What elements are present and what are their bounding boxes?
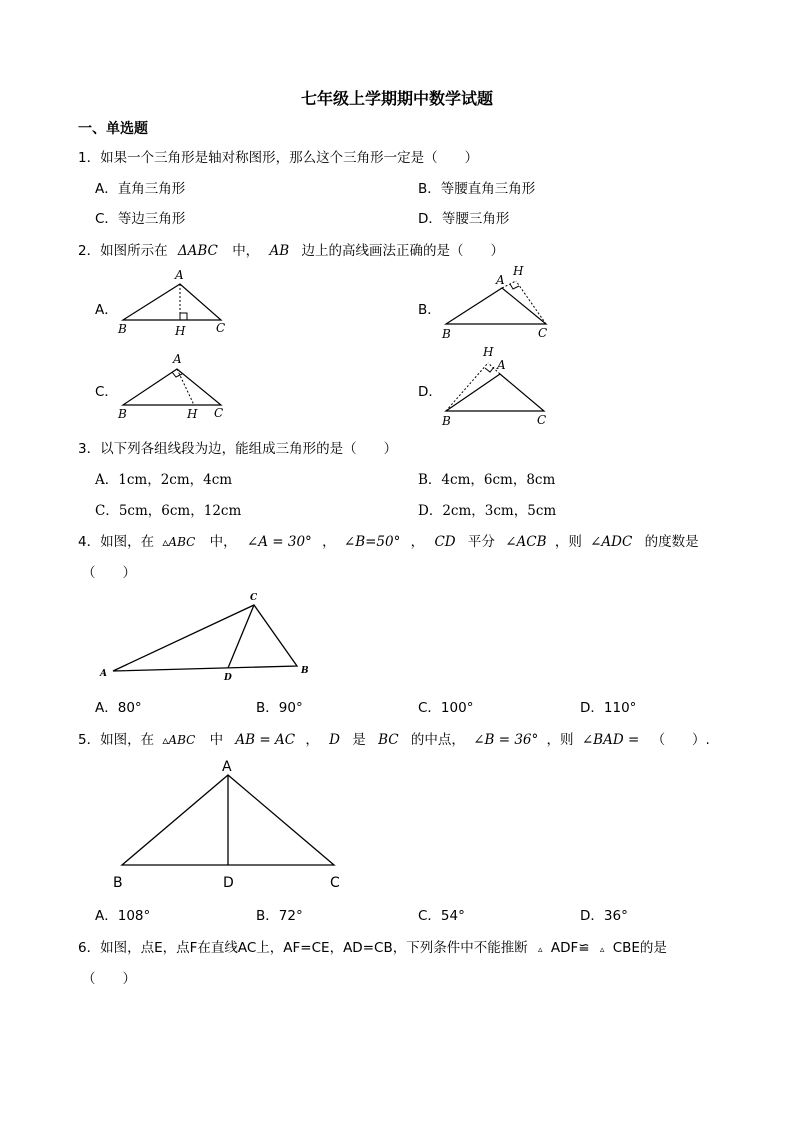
q6-cbe: CBE的是	[612, 940, 667, 956]
q4-angle-a: ∠A = 30°	[246, 534, 312, 550]
q4-acb: ∠ACB	[505, 534, 547, 550]
q2a-label-b: B	[118, 322, 127, 336]
q4-adc: ∠ADC	[590, 534, 633, 550]
q4-figure	[95, 590, 320, 685]
q4-suffix: 的度数是	[644, 534, 699, 550]
q6-adf: ADF≌	[550, 940, 590, 956]
q2-figure-c	[115, 350, 230, 425]
q5-figure	[105, 752, 355, 897]
q4-bisect: 平分	[467, 534, 495, 550]
q4-bisector-cd	[228, 605, 254, 668]
q3-option-a: A．1cm，2cm，4cm	[95, 472, 233, 488]
q3-option-d: D．2cm，3cm，5cm	[418, 503, 557, 519]
q1-option-b: B．等腰直角三角形	[418, 181, 536, 197]
q4-mid: 中，	[209, 534, 237, 550]
q4-label-a: A	[100, 669, 107, 679]
q5-bc: BC	[378, 732, 399, 748]
q4-label-c: C	[250, 593, 258, 603]
q5-bad: ∠BAD =	[581, 732, 640, 748]
q2-figure-d	[440, 343, 555, 428]
q4-option-a	[95, 696, 142, 716]
q5-option-a: A．108°	[95, 908, 151, 924]
question-4-text	[78, 530, 699, 550]
q2-option-a: A．	[95, 302, 118, 318]
q2a-label-a: A	[175, 268, 184, 282]
q5-label-b: B	[113, 875, 123, 891]
q2c-triangle	[123, 369, 221, 405]
section-heading: 一、单选题	[78, 121, 148, 137]
q2b-label-b: B	[442, 327, 451, 341]
q4-option-d	[580, 696, 636, 716]
question-2-text	[78, 239, 504, 259]
q2-triangle: ΔABC	[177, 243, 218, 259]
q4-triangle-shape	[113, 605, 297, 671]
q4-angle-b: ∠B=50°	[343, 534, 401, 550]
q2c-label-b: B	[118, 407, 127, 421]
q2c-label-c: C	[214, 406, 224, 420]
q2a-triangle	[123, 284, 221, 320]
q5-is: 是	[352, 732, 366, 748]
page-title: 七年级上学期期中数学试题	[300, 89, 493, 108]
q2a-label-h: H	[175, 324, 186, 338]
q2d-label-b: B	[442, 414, 451, 428]
q4-triangle: ▵ABC	[162, 535, 196, 549]
q1-option-a: A．直角三角形	[95, 181, 186, 197]
q5-mid: 中	[209, 732, 224, 748]
q4-comma2: ，	[410, 534, 425, 550]
q2c-label-h: H	[187, 407, 198, 421]
q6-line1: 6．如图，点E，点F在直线AC上，AF=CE，AD=CB，下列条件中不能推断	[78, 940, 528, 956]
q2-figure-b	[440, 264, 555, 344]
q1-option-c: C．等边三角形	[95, 211, 186, 227]
question-1-text: 1．如果一个三角形是轴对称图形，那么这个三角形一定是（ ）	[78, 150, 479, 166]
q2b-label-h: H	[513, 264, 524, 278]
q4-label-b: B	[301, 666, 309, 676]
q4-comma1: ，	[322, 534, 336, 550]
q3-option-b: B．4cm，6cm，8cm	[418, 472, 556, 488]
q2-option-c: C．	[95, 384, 118, 400]
question-5-text	[78, 728, 710, 748]
q2b-label-a: A	[496, 273, 505, 287]
q4-then: ，则	[554, 534, 582, 550]
q2-suffix: 边上的高线画法正确的是（ ）	[301, 243, 504, 259]
q5-midpoint: 的中点，	[410, 732, 465, 748]
q2d-triangle	[446, 374, 544, 411]
q2-option-d: D．	[418, 384, 442, 400]
q1-option-d: D．等腰三角形	[418, 211, 510, 227]
q4-option-d-text: D．110°	[580, 700, 637, 716]
q5-label-a: A	[222, 759, 232, 775]
question-6-text	[78, 936, 667, 956]
q4-label-d: D	[224, 673, 232, 683]
q4-option-a-text: A．80°	[95, 700, 142, 716]
q6-triangle-symbol-1: ▵	[538, 945, 543, 955]
q2-segment: AB	[269, 243, 290, 259]
q2d-label-c: C	[537, 413, 547, 427]
q4-option-b-text: B．90°	[256, 700, 303, 716]
q2-figure-a	[115, 268, 230, 338]
q6-triangle-symbol-2: ▵	[599, 945, 605, 955]
q4-option-b	[256, 696, 303, 716]
q2-option-b: B．	[418, 302, 441, 318]
q5-option-b: B．72°	[256, 908, 303, 924]
q5-label-c: C	[330, 875, 340, 891]
q5-equality: AB = AC	[235, 732, 296, 748]
q4-option-c	[418, 696, 473, 716]
q2c-altitude	[177, 369, 194, 405]
q2a-label-c: C	[216, 321, 226, 335]
q5-option-c: C．54°	[418, 908, 465, 924]
q4-option-c-text: C．100°	[418, 700, 474, 716]
q2b-label-c: C	[538, 326, 548, 340]
q5-label-d: D	[223, 875, 234, 891]
q2c-label-a: A	[173, 352, 182, 366]
q2-mid: 中，	[232, 243, 260, 259]
q5-comma1: ，	[305, 732, 319, 748]
q5-then: ，则	[546, 732, 574, 748]
q4-cd: CD	[434, 534, 456, 550]
q6-paren: （ ）	[82, 971, 136, 987]
q5-triangle: ▵ABC	[162, 733, 196, 747]
q5-angle-b: ∠B = 36°	[473, 732, 539, 748]
q4-paren: （ ）	[82, 565, 136, 581]
q2d-label-h: H	[483, 345, 494, 359]
q5-prefix: 5．如图，在	[78, 732, 155, 748]
q4-prefix: 4．如图，在	[78, 534, 155, 550]
q5-suffix: （ ）.	[651, 732, 710, 748]
q3-option-c: C．5cm，6cm，12cm	[95, 503, 242, 519]
q5-point-d: D	[329, 732, 340, 748]
q2a-right-angle	[180, 313, 187, 320]
q2b-triangle	[446, 288, 546, 324]
q5-option-d: D．36°	[580, 908, 628, 924]
question-3-text: 3．以下列各组线段为边，能组成三角形的是（ ）	[78, 441, 398, 457]
q2b-right-angle	[510, 284, 519, 289]
q2d-label-a: A	[497, 358, 506, 372]
q2-prefix: 2．如图所示在	[78, 243, 168, 259]
